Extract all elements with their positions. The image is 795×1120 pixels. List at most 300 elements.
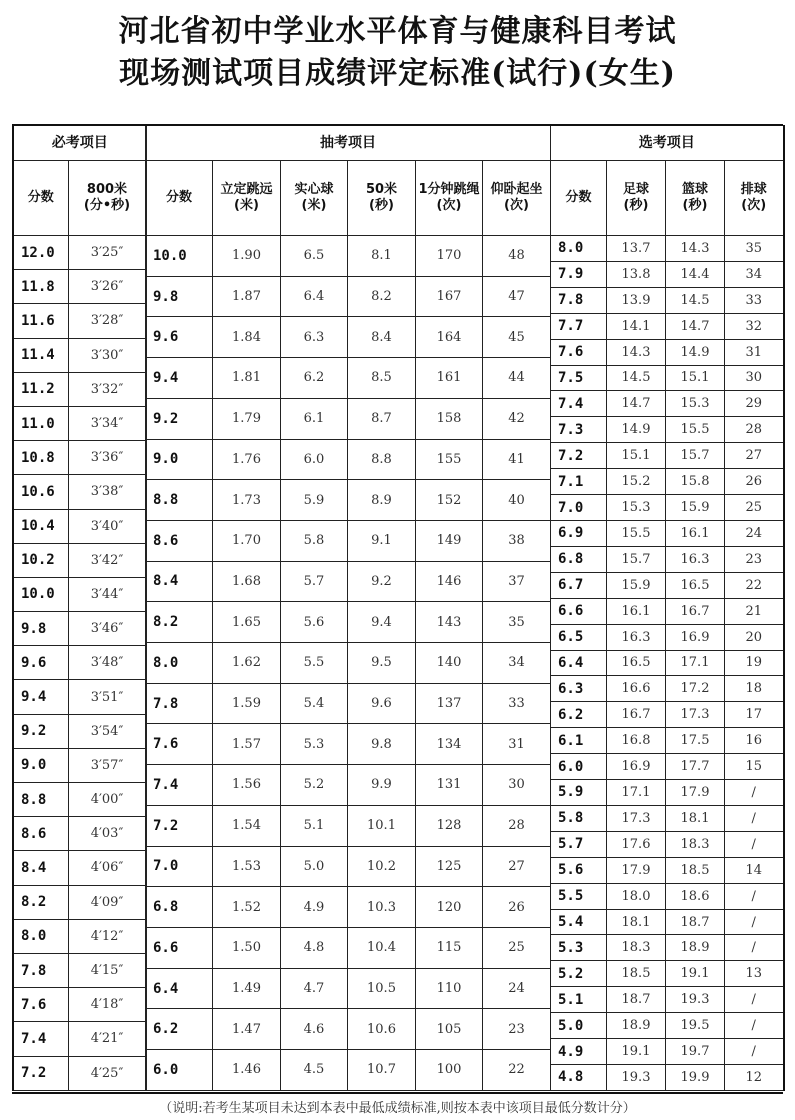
score-cell: 9.4: [13, 680, 68, 714]
value-cell: 4′12″: [68, 919, 146, 953]
value-cell: 22: [483, 1050, 551, 1091]
table-row: [13, 612, 146, 646]
value-cell: 1.47: [213, 1009, 281, 1050]
value-cell: 19: [725, 650, 784, 676]
value-cell: 26: [725, 469, 784, 495]
value-cell: 30: [483, 765, 551, 806]
value-cell: 14.9: [607, 417, 666, 443]
value-cell: 16.1: [607, 598, 666, 624]
score-cell: 8.0: [146, 643, 213, 684]
score-cell: 10.0: [146, 236, 213, 277]
score-cell: 5.0: [551, 1013, 607, 1039]
score-cell: 11.0: [13, 406, 68, 440]
value-cell: 41: [483, 439, 551, 480]
value-cell: 9.2: [348, 561, 416, 602]
value-cell: 17.1: [666, 650, 725, 676]
score-cell: 8.4: [146, 561, 213, 602]
table-row: [13, 543, 146, 577]
required-table: [12, 125, 147, 1091]
score-cell: 6.6: [551, 598, 607, 624]
score-cell: 7.8: [13, 953, 68, 987]
table-row: [13, 885, 146, 919]
value-cell: 1.76: [213, 439, 281, 480]
value-cell: 26: [483, 887, 551, 928]
value-cell: 18: [725, 676, 784, 702]
value-cell: 18.7: [607, 987, 666, 1013]
score-cell: 7.0: [146, 846, 213, 887]
value-cell: 1.50: [213, 927, 281, 968]
value-cell: 9.4: [348, 602, 416, 643]
value-cell: 21: [725, 598, 784, 624]
value-cell: 10.5: [348, 968, 416, 1009]
table-row: [13, 919, 146, 953]
score-cell: 5.5: [551, 883, 607, 909]
table-row: [13, 851, 146, 885]
value-cell: 10.3: [348, 887, 416, 928]
value-cell: 19.7: [666, 1039, 725, 1065]
section-required: 必考项目: [13, 126, 146, 161]
table-row: [146, 643, 551, 684]
score-cell: 6.4: [146, 968, 213, 1009]
value-cell: 13.7: [607, 236, 666, 262]
table-row: [551, 702, 784, 728]
score-cell: 5.8: [551, 805, 607, 831]
value-cell: 14.1: [607, 313, 666, 339]
table-row: [13, 817, 146, 851]
table-row: [13, 988, 146, 1022]
score-cell: 9.8: [146, 276, 213, 317]
header-1min-rope-skip: 1分钟跳绳 (次): [416, 161, 483, 236]
value-cell: 6.2: [281, 358, 348, 399]
value-cell: 10.6: [348, 1009, 416, 1050]
value-cell: 44: [483, 358, 551, 399]
value-cell: 45: [483, 317, 551, 358]
value-cell: 3′28″: [68, 304, 146, 338]
value-cell: 17.7: [666, 754, 725, 780]
value-cell: 16.7: [607, 702, 666, 728]
value-cell: 14: [725, 857, 784, 883]
table-row: [551, 572, 784, 598]
value-cell: 31: [483, 724, 551, 765]
value-cell: 4.9: [281, 887, 348, 928]
value-cell: /: [725, 1013, 784, 1039]
score-cell: 7.9: [551, 261, 607, 287]
score-cell: 6.8: [551, 546, 607, 572]
value-cell: 8.2: [348, 276, 416, 317]
value-cell: 110: [416, 968, 483, 1009]
table-row: [551, 909, 784, 935]
value-cell: 1.49: [213, 968, 281, 1009]
value-cell: 13.8: [607, 261, 666, 287]
value-cell: 17: [725, 702, 784, 728]
table-row: [551, 961, 784, 987]
table-row: [551, 1039, 784, 1065]
value-cell: 18.0: [607, 883, 666, 909]
table-row: [551, 236, 784, 262]
table-row: [146, 520, 551, 561]
value-cell: 15.5: [666, 417, 725, 443]
section-optional: 选考项目: [551, 126, 784, 161]
value-cell: /: [725, 831, 784, 857]
value-cell: /: [725, 780, 784, 806]
header-score: 分数: [13, 161, 68, 236]
value-cell: 13: [725, 961, 784, 987]
value-cell: 18.5: [607, 961, 666, 987]
value-cell: 3′54″: [68, 714, 146, 748]
value-cell: 14.7: [607, 391, 666, 417]
table-row: [551, 754, 784, 780]
value-cell: 8.9: [348, 480, 416, 521]
value-cell: 15.9: [666, 495, 725, 521]
score-cell: 7.8: [551, 287, 607, 313]
table-row: [551, 624, 784, 650]
value-cell: 143: [416, 602, 483, 643]
value-cell: 23: [483, 1009, 551, 1050]
score-cell: 6.5: [551, 624, 607, 650]
table-row: [551, 495, 784, 521]
value-cell: 35: [483, 602, 551, 643]
value-cell: 3′46″: [68, 612, 146, 646]
value-cell: 24: [483, 968, 551, 1009]
table-row: [146, 561, 551, 602]
value-cell: 4′21″: [68, 1022, 146, 1056]
value-cell: 3′44″: [68, 577, 146, 611]
table-row: [551, 417, 784, 443]
value-cell: 164: [416, 317, 483, 358]
value-cell: 6.5: [281, 236, 348, 277]
value-cell: 1.90: [213, 236, 281, 277]
score-cell: 8.8: [13, 783, 68, 817]
value-cell: 8.5: [348, 358, 416, 399]
value-cell: 17.9: [666, 780, 725, 806]
value-cell: 3′48″: [68, 646, 146, 680]
table-row: [551, 1065, 784, 1091]
value-cell: 16.6: [607, 676, 666, 702]
value-cell: 3′32″: [68, 372, 146, 406]
table-row: [146, 358, 551, 399]
score-cell: 6.2: [146, 1009, 213, 1050]
score-cell: 5.9: [551, 780, 607, 806]
score-cell: 8.2: [13, 885, 68, 919]
value-cell: 15.3: [666, 391, 725, 417]
value-cell: 3′40″: [68, 509, 146, 543]
table-row: [551, 391, 784, 417]
value-cell: 4′18″: [68, 988, 146, 1022]
table-row: [13, 441, 146, 475]
value-cell: 1.81: [213, 358, 281, 399]
value-cell: 146: [416, 561, 483, 602]
value-cell: 28: [725, 417, 784, 443]
score-cell: 11.8: [13, 270, 68, 304]
value-cell: 24: [725, 520, 784, 546]
score-cell: 7.7: [551, 313, 607, 339]
value-cell: 48: [483, 236, 551, 277]
value-cell: 18.6: [666, 883, 725, 909]
score-cell: 11.2: [13, 372, 68, 406]
value-cell: 1.87: [213, 276, 281, 317]
drawn-table: [145, 125, 551, 1091]
value-cell: 3′25″: [68, 236, 146, 270]
optional-table: [550, 125, 785, 1091]
value-cell: 15: [725, 754, 784, 780]
table-row: [13, 748, 146, 782]
value-cell: 16.3: [666, 546, 725, 572]
table-row: [146, 724, 551, 765]
score-cell: 8.2: [146, 602, 213, 643]
header-standing-long-jump: 立定跳远 (米): [213, 161, 281, 236]
value-cell: 23: [725, 546, 784, 572]
table-row: [146, 602, 551, 643]
value-cell: 17.9: [607, 857, 666, 883]
score-cell: 10.6: [13, 475, 68, 509]
value-cell: 5.1: [281, 805, 348, 846]
value-cell: 19.9: [666, 1065, 725, 1091]
score-cell: 9.4: [146, 358, 213, 399]
score-cell: 11.6: [13, 304, 68, 338]
value-cell: 19.1: [607, 1039, 666, 1065]
value-cell: 34: [483, 643, 551, 684]
value-cell: 137: [416, 683, 483, 724]
value-cell: 29: [725, 391, 784, 417]
value-cell: 1.70: [213, 520, 281, 561]
value-cell: 18.3: [607, 935, 666, 961]
score-cell: 5.6: [551, 857, 607, 883]
value-cell: 22: [725, 572, 784, 598]
value-cell: 5.5: [281, 643, 348, 684]
score-cell: 7.2: [13, 1056, 68, 1090]
value-cell: 3′30″: [68, 338, 146, 372]
table-row: [13, 783, 146, 817]
value-cell: 3′38″: [68, 475, 146, 509]
table-row: [551, 469, 784, 495]
value-cell: 4′25″: [68, 1056, 146, 1090]
table-row: [146, 683, 551, 724]
value-cell: 1.46: [213, 1050, 281, 1091]
table-row: [551, 546, 784, 572]
footnote: （说明:若考生某项目未达到本表中最低成绩标准,则按本表中该项目最低分数计分）: [159, 1101, 636, 1116]
value-cell: 16.3: [607, 624, 666, 650]
score-cell: 10.4: [13, 509, 68, 543]
value-cell: 15.5: [607, 520, 666, 546]
value-cell: 3′51″: [68, 680, 146, 714]
value-cell: 16.1: [666, 520, 725, 546]
score-cell: 7.5: [551, 365, 607, 391]
table-row: [146, 1050, 551, 1091]
table-row: [146, 398, 551, 439]
value-cell: 17.1: [607, 780, 666, 806]
value-cell: 1.57: [213, 724, 281, 765]
value-cell: 16.5: [666, 572, 725, 598]
score-cell: 12.0: [13, 236, 68, 270]
value-cell: 1.53: [213, 846, 281, 887]
score-cell: 6.4: [551, 650, 607, 676]
score-cell: 10.8: [13, 441, 68, 475]
table-row: [551, 857, 784, 883]
value-cell: 14.4: [666, 261, 725, 287]
table-row: [551, 650, 784, 676]
value-cell: 19.1: [666, 961, 725, 987]
value-cell: 8.8: [348, 439, 416, 480]
value-cell: 3′36″: [68, 441, 146, 475]
table-row: [146, 927, 551, 968]
value-cell: 14.9: [666, 339, 725, 365]
value-cell: 16.5: [607, 650, 666, 676]
header-score: 分数: [146, 161, 213, 236]
value-cell: 5.7: [281, 561, 348, 602]
table-row: [551, 805, 784, 831]
value-cell: /: [725, 883, 784, 909]
score-cell: 5.7: [551, 831, 607, 857]
table-row: [146, 439, 551, 480]
value-cell: 6.4: [281, 276, 348, 317]
value-cell: 33: [483, 683, 551, 724]
value-cell: 4.6: [281, 1009, 348, 1050]
value-cell: 4′09″: [68, 885, 146, 919]
value-cell: 120: [416, 887, 483, 928]
value-cell: 5.8: [281, 520, 348, 561]
value-cell: 16.9: [607, 754, 666, 780]
value-cell: 15.9: [607, 572, 666, 598]
score-cell: 6.3: [551, 676, 607, 702]
table-row: [551, 443, 784, 469]
value-cell: 15.7: [607, 546, 666, 572]
score-cell: 9.8: [13, 612, 68, 646]
value-cell: 155: [416, 439, 483, 480]
score-cell: 8.0: [551, 236, 607, 262]
table-row: [146, 846, 551, 887]
score-cell: 6.0: [551, 754, 607, 780]
value-cell: 10.4: [348, 927, 416, 968]
value-cell: 17.5: [666, 728, 725, 754]
value-cell: 1.68: [213, 561, 281, 602]
table-row: [13, 270, 146, 304]
value-cell: 3′26″: [68, 270, 146, 304]
value-cell: 18.5: [666, 857, 725, 883]
value-cell: 15.2: [607, 469, 666, 495]
value-cell: 158: [416, 398, 483, 439]
value-cell: 4′06″: [68, 851, 146, 885]
value-cell: 25: [483, 927, 551, 968]
header-football: 足球 (秒): [607, 161, 666, 236]
score-cell: 7.6: [551, 339, 607, 365]
value-cell: 5.9: [281, 480, 348, 521]
value-cell: 4.7: [281, 968, 348, 1009]
value-cell: 15.1: [666, 365, 725, 391]
score-cell: 9.0: [13, 748, 68, 782]
value-cell: 1.54: [213, 805, 281, 846]
header-volleyball: 排球 (次): [725, 161, 784, 236]
header-sit-ups: 仰卧起坐 (次): [483, 161, 551, 236]
value-cell: 100: [416, 1050, 483, 1091]
value-cell: 1.84: [213, 317, 281, 358]
table-row: [146, 236, 551, 277]
score-cell: 4.9: [551, 1039, 607, 1065]
value-cell: 19.3: [666, 987, 725, 1013]
table-row: [13, 680, 146, 714]
value-cell: 42: [483, 398, 551, 439]
value-cell: 16.9: [666, 624, 725, 650]
score-cell: 8.6: [146, 520, 213, 561]
table-row: [551, 598, 784, 624]
table-row: [13, 338, 146, 372]
table-row: [146, 968, 551, 1009]
value-cell: 1.73: [213, 480, 281, 521]
value-cell: 15.8: [666, 469, 725, 495]
value-cell: 18.1: [666, 805, 725, 831]
value-cell: 6.1: [281, 398, 348, 439]
score-cell: 7.4: [551, 391, 607, 417]
score-cell: 6.9: [551, 520, 607, 546]
table-row: [551, 780, 784, 806]
value-cell: /: [725, 805, 784, 831]
value-cell: 1.52: [213, 887, 281, 928]
value-cell: /: [725, 987, 784, 1013]
value-cell: 25: [725, 495, 784, 521]
value-cell: 5.6: [281, 602, 348, 643]
value-cell: 34: [725, 261, 784, 287]
score-cell: 6.6: [146, 927, 213, 968]
value-cell: 125: [416, 846, 483, 887]
header-solid-ball: 实心球 (米): [281, 161, 348, 236]
score-cell: 7.8: [146, 683, 213, 724]
table-row: [146, 317, 551, 358]
value-cell: 14.5: [666, 287, 725, 313]
score-cell: 7.0: [551, 495, 607, 521]
table-row: [551, 987, 784, 1013]
value-cell: 12: [725, 1065, 784, 1091]
value-cell: 3′57″: [68, 748, 146, 782]
value-cell: 20: [725, 624, 784, 650]
value-cell: 1.62: [213, 643, 281, 684]
value-cell: 140: [416, 643, 483, 684]
table-row: [13, 577, 146, 611]
value-cell: 17.2: [666, 676, 725, 702]
score-cell: 5.1: [551, 987, 607, 1013]
value-cell: 134: [416, 724, 483, 765]
table-row: [551, 520, 784, 546]
score-cell: 6.1: [551, 728, 607, 754]
value-cell: 18.7: [666, 909, 725, 935]
table-row: [146, 805, 551, 846]
value-cell: 30: [725, 365, 784, 391]
score-cell: 8.4: [13, 851, 68, 885]
value-cell: 4′15″: [68, 953, 146, 987]
table-row: [13, 475, 146, 509]
value-cell: 4′03″: [68, 817, 146, 851]
table-row: [551, 935, 784, 961]
value-cell: 9.9: [348, 765, 416, 806]
score-cell: 7.6: [13, 988, 68, 1022]
value-cell: 1.59: [213, 683, 281, 724]
value-cell: 3′42″: [68, 543, 146, 577]
score-cell: 9.2: [146, 398, 213, 439]
score-cell: 8.0: [13, 919, 68, 953]
header-basketball: 篮球 (秒): [666, 161, 725, 236]
value-cell: 33: [725, 287, 784, 313]
table-row: [13, 406, 146, 440]
value-cell: 152: [416, 480, 483, 521]
table-row: [551, 287, 784, 313]
score-cell: 7.4: [13, 1022, 68, 1056]
value-cell: 14.3: [666, 236, 725, 262]
header-score: 分数: [551, 161, 607, 236]
value-cell: 15.1: [607, 443, 666, 469]
value-cell: 18.3: [666, 831, 725, 857]
value-cell: 37: [483, 561, 551, 602]
value-cell: 10.1: [348, 805, 416, 846]
value-cell: 8.4: [348, 317, 416, 358]
value-cell: 15.3: [607, 495, 666, 521]
